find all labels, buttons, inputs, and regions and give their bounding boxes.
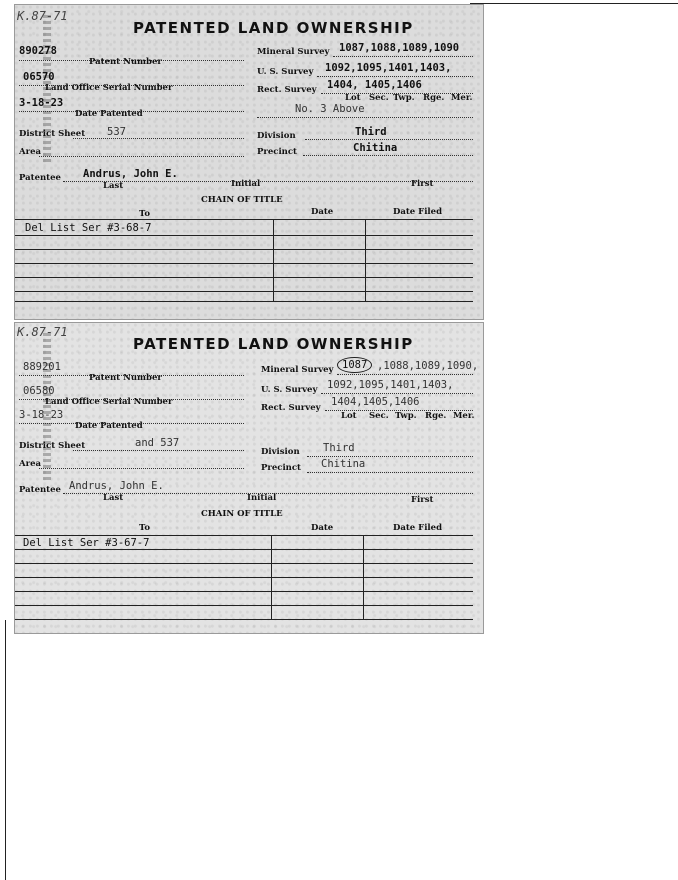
last-label: Last: [103, 181, 124, 191]
sec-label: Sec.: [369, 93, 389, 103]
date-patented-label: Date Patented: [75, 421, 143, 431]
card-title: PATENTED LAND OWNERSHIP: [133, 19, 414, 37]
first-label: First: [411, 495, 434, 505]
land-ownership-card-1: [14, 4, 484, 320]
land-ownership-card-2: [14, 322, 484, 634]
lot-label: Lot: [345, 93, 361, 103]
mer-label: Mer.: [453, 411, 475, 421]
rect-survey-note: No. 3 Above: [295, 103, 365, 115]
date-patented-value: 3-18-23: [19, 409, 64, 421]
mineral-survey-circled-value: 1087: [337, 357, 372, 373]
patentee-label: Patentee: [19, 485, 61, 495]
patentee-label: Patentee: [19, 173, 61, 183]
date-patented-value: 3-18-23: [19, 97, 64, 109]
chain-of-title-heading: CHAIN OF TITLE: [201, 195, 283, 205]
patentee-value: Andrus, John E.: [83, 168, 178, 180]
area-label: Area: [19, 147, 41, 157]
card-title: PATENTED LAND OWNERSHIP: [133, 335, 414, 353]
twp-label: Twp.: [393, 93, 415, 103]
col-date-header: Date: [311, 523, 334, 533]
lot-label: Lot: [341, 411, 357, 421]
us-survey-value: 1092,1095,1401,1403,: [325, 62, 452, 74]
sec-label: Sec.: [369, 411, 389, 421]
patentee-value: Andrus, John E.: [69, 480, 164, 492]
district-sheet-label: District Sheet: [19, 129, 86, 139]
division-value: Third: [355, 126, 387, 138]
land-office-serial-value: 06570: [23, 71, 55, 83]
chain-row-1-to: Del List Ser #3-67-7: [23, 537, 150, 549]
chain-of-title-heading: CHAIN OF TITLE: [201, 509, 283, 519]
corner-note: K.87-71: [17, 325, 68, 339]
date-patented-label: Date Patented: [75, 109, 143, 119]
district-sheet-label: District Sheet: [19, 441, 86, 451]
col-to-header: To: [139, 523, 151, 533]
land-office-serial-label: Land Office Serial Number: [45, 83, 173, 93]
col-to-header: To: [139, 209, 151, 219]
initial-label: Initial: [247, 493, 277, 503]
last-label: Last: [103, 493, 124, 503]
mineral-survey-value: ,1088,1089,1090,: [377, 360, 479, 372]
district-sheet-value: and 537: [135, 437, 180, 449]
us-survey-label: U. S. Survey: [257, 67, 314, 77]
rect-survey-value: 1404,1405,1406: [331, 396, 420, 408]
mineral-survey-value: 1087,1088,1089,1090: [339, 42, 460, 54]
division-label: Division: [261, 447, 300, 457]
rge-label: Rge.: [425, 411, 447, 421]
area-label: Area: [19, 459, 41, 469]
rect-survey-label: Rect. Survey: [261, 403, 321, 413]
district-sheet-value: 537: [107, 126, 126, 138]
rect-survey-label: Rect. Survey: [257, 85, 317, 95]
land-office-serial-label: Land Office Serial Number: [45, 397, 173, 407]
mineral-survey-label: Mineral Survey: [261, 365, 334, 375]
patent-number-label: Patent Number: [89, 373, 162, 383]
page-left-edge: [5, 620, 6, 880]
patent-number-value: 890278: [19, 45, 57, 57]
col-date-filed-header: Date Filed: [393, 523, 443, 533]
division-value: Third: [323, 442, 355, 454]
rect-survey-value: 1404, 1405,1406: [327, 79, 422, 91]
col-date-header: Date: [311, 207, 334, 217]
mineral-survey-label: Mineral Survey: [257, 47, 330, 57]
precinct-label: Precinct: [261, 463, 301, 473]
precinct-value: Chitina: [353, 142, 398, 154]
twp-label: Twp.: [395, 411, 417, 421]
patent-number-value: 889201: [23, 361, 61, 373]
mer-label: Mer.: [451, 93, 473, 103]
us-survey-value: 1092,1095,1401,1403,: [327, 379, 454, 391]
page-top-edge: [470, 3, 678, 4]
rge-label: Rge.: [423, 93, 445, 103]
chain-row-1-to: Del List Ser #3-68-7: [25, 222, 152, 234]
corner-note: K.87-71: [17, 9, 68, 23]
us-survey-label: U. S. Survey: [261, 385, 318, 395]
division-label: Division: [257, 131, 296, 141]
precinct-value: Chitina: [321, 458, 366, 470]
initial-label: Initial: [231, 179, 261, 189]
col-date-filed-header: Date Filed: [393, 207, 443, 217]
first-label: First: [411, 179, 434, 189]
precinct-label: Precinct: [257, 147, 297, 157]
land-office-serial-value: 06580: [23, 385, 55, 397]
patent-number-label: Patent Number: [89, 57, 162, 67]
margin-stamp: [43, 333, 51, 483]
